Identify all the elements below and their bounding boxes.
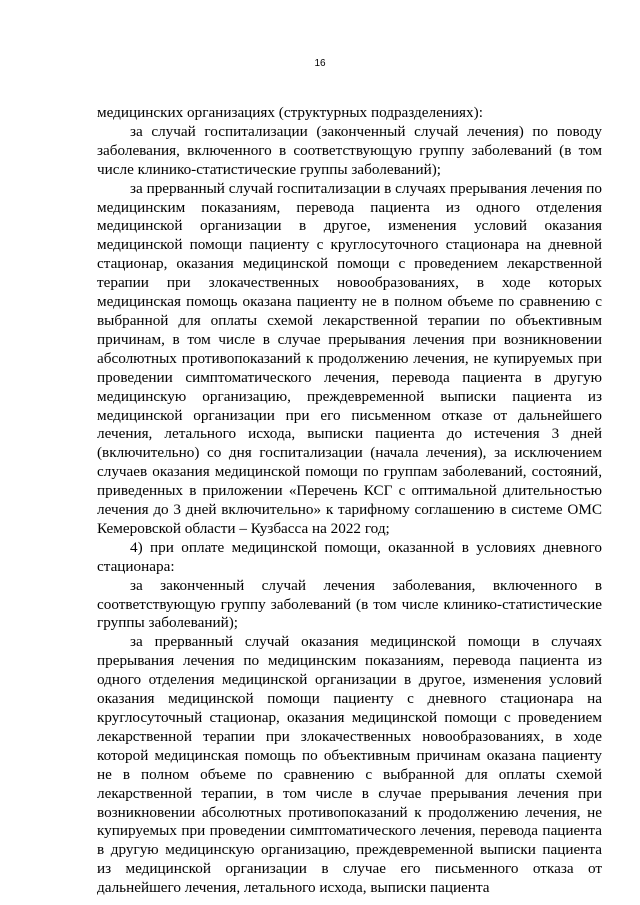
paragraph-continuation: медицинских организациях (структурных подразделениях): [97, 104, 483, 121]
page-number: 16 [314, 58, 326, 69]
paragraph-interrupted-day-hospital: за прерванный случай оказания медицинской помощи в случаях прерывания лечения по медицинским показаниям, перевода пациента из одного отделения медицинской организации в другое, изменения условий оказания медицинской помощи пациенту с дневного стационара на круглосуточный стационар, оказания медицинской помощи с проведением лекарственной терапии при злокачественных новообразованиях, в ходе которой медицинская помощь по объективным причинам оказана пациенту не в полном объеме по сравнению с выбранной для оплаты схемой лекарственной терапии, в том числе в случае прерывания лечения при возникновении абсолютных противопоказаний к продолжению лечения, не купируемых при проведении симптоматического лечения, перевода пациента в другую медицинскую организацию, преждевременной выписки пациента из медицинской организации в случае его письменного отказа от дальнейшего лечения, летального исхода, выписки пациента [97, 633, 602, 897]
paragraph-completed-case: за законченный случай лечения заболевания, включенного в соответствующую группу заболеваний (в том числе клинико-статистические группы заболеваний); [97, 576, 602, 632]
document-body [97, 104, 602, 898]
paragraph-interrupted-hospitalization: за прерванный случай госпитализации в случаях прерывания лечения по медицинским показаниям, перевода пациента из одного отделения медицинской организации в другое, изменения условий оказания медицинской помощи пациенту с круглосуточного стационара на дневной стационар, оказания медицинской помощи с проведением лекарственной терапии при злокачественных новообразованиях, в ходе которых медицинская помощь оказана пациенту не в полном объеме по сравнению с выбранной для оплаты схемой лекарственной терапии по объективным причинам, в том числе в случае прерывания лечения при возникновении абсолютных противопоказаний к продолжению лечения, не купируемых при проведении симптоматического лечения, перевода пациента в другую медицинскую организацию, преждевременной выписки пациента из медицинской организации при его письменном отказе от дальнейшего лечения, летального исхода, выписки пациента до истечения 3 дней (включительно) со дня госпитализации (начала лечения), за исключением случаев оказания медицинской помощи по группам заболеваний, состояний, приведенных в приложении «Перечень КСГ с оптимальной длительностью лечения до 3 дней включительно» к тарифному соглашению в системе ОМС Кемеровской области – Кузбасса на 2022 год; [97, 179, 602, 537]
paragraph-day-hospital-item: 4) при оплате медицинской помощи, оказанной в условиях дневного стационара: [97, 538, 602, 575]
paragraph-hospitalization-case: за случай госпитализации (законченный случай лечения) по поводу заболевания, включенного в соответствующую группу заболеваний (в том числе клинико-статистические группы заболеваний); [97, 122, 602, 178]
